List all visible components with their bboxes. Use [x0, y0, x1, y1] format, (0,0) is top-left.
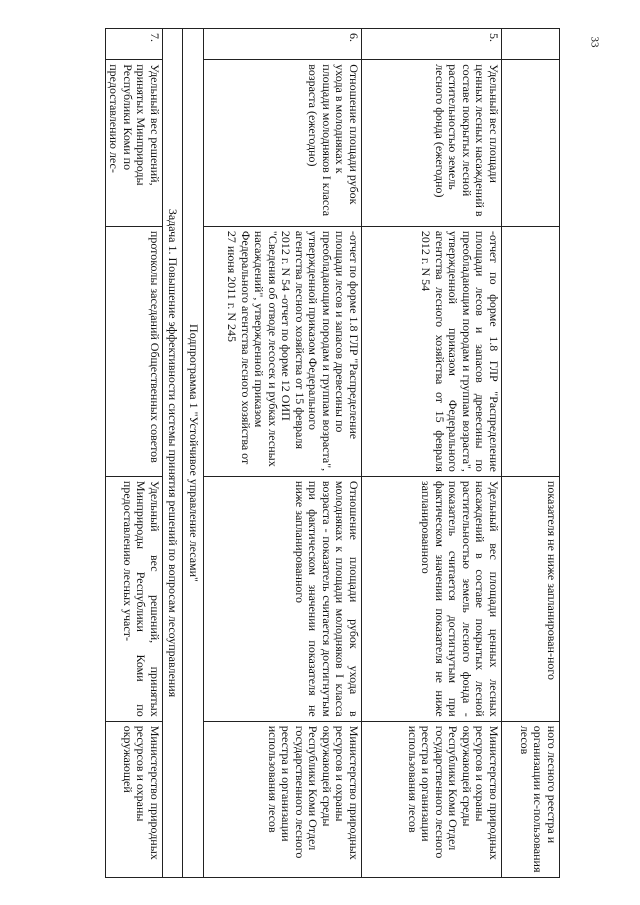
row-number: 5. — [362, 29, 502, 60]
indicator-name: Удельный вес решений, принятых Минприроды Республики Коми по предоставлению лес- — [106, 60, 163, 227]
calculation-method: Отношение площади рубок ухода в молодняках к площади молодняков I класса возраста - показатель считается достигнутым при фактическом значении показателя не ниже запланированного — [204, 476, 362, 721]
cell-name — [502, 60, 560, 227]
table-row-5 — [362, 29, 502, 878]
calculation-method: Удельный вес решений, принятых Минприроды Республики Коми по предоставлению лесных участ- — [106, 476, 163, 721]
indicator-table — [105, 28, 560, 878]
task-row — [163, 29, 184, 878]
row-number: 6. — [204, 29, 362, 60]
responsible-agency: Министерство природных ресурсов и охраны окружающей — [106, 721, 163, 877]
cell-source — [502, 226, 560, 476]
indicator-name: Удельный вес площади ценных лесных насаждений в составе покрытых лесной растительностью земель лесного фонда (ежегодно) — [362, 60, 502, 227]
subprogram-row — [183, 29, 204, 878]
data-source: -отчет по форме 1.8 ГЛР "Распределение площади лесов и запасов древесины по преобладающим породам и группам возраста", утвержденной приказом Федерального агентства лесного хозяйства от 15 февраля 2012 г. N 54 — [362, 226, 502, 476]
data-source: протоколы заседаний Общественных советов — [106, 226, 163, 476]
calculation-method: Удельный вес площади ценных лесных насаждений в составе покрытых лесной растительностью земель лесного фонда - показатель считается достигнутым при фактическом значении показателя не ниже запланированного — [362, 476, 502, 721]
cell-method: показателя не ниже запланирован-ного — [502, 476, 560, 721]
responsible-agency: Министерство природных ресурсов и охраны окружающей среды Республики Коми Отдел государственного лесного реестра и организации использования лесов — [204, 721, 362, 877]
row-number: 7. — [106, 29, 163, 60]
responsible-agency: Министерство природных ресурсов и охраны окружающей среды Республики Коми Отдел государственного лесного реестра и организации использования лесов — [362, 721, 502, 877]
rotated-page — [100, 28, 560, 878]
task-heading: Задача 1. Повышение эффективности системы принятия решений по вопросам лесоуправления — [163, 29, 184, 878]
cell-num — [502, 29, 560, 60]
indicator-name: Отношение площади рубок ухода в молодняках к площади молодняков I класса возраста (ежегодно) — [204, 60, 362, 227]
data-source: -отчет по форме 1.8 ГЛР "Распределение площади лесов и запасов древесины по преобладающим породам и группам возраста", утвержденной приказом Федерального агентства лесного хозяйства от 15 февраля 2012 г. N 54 -отчет по форме 12 ОИП "Сведения об отводе лесосек и рубках лесных насаждений", утвержденной приказом Федерального агентства лесного хозяйства от 27 июня 2011 г. N 245 — [204, 226, 362, 476]
cell-agency: ного лесного реестра и организации ис-пользования лесов — [502, 721, 560, 877]
subprogram-heading: Подпрограмма 1 "Устойчивое управление лесами" — [183, 29, 204, 878]
table-row-6 — [204, 29, 362, 878]
page-number: 33 — [588, 36, 601, 48]
table-row-7 — [106, 29, 163, 878]
table-row-continuation — [502, 29, 560, 878]
